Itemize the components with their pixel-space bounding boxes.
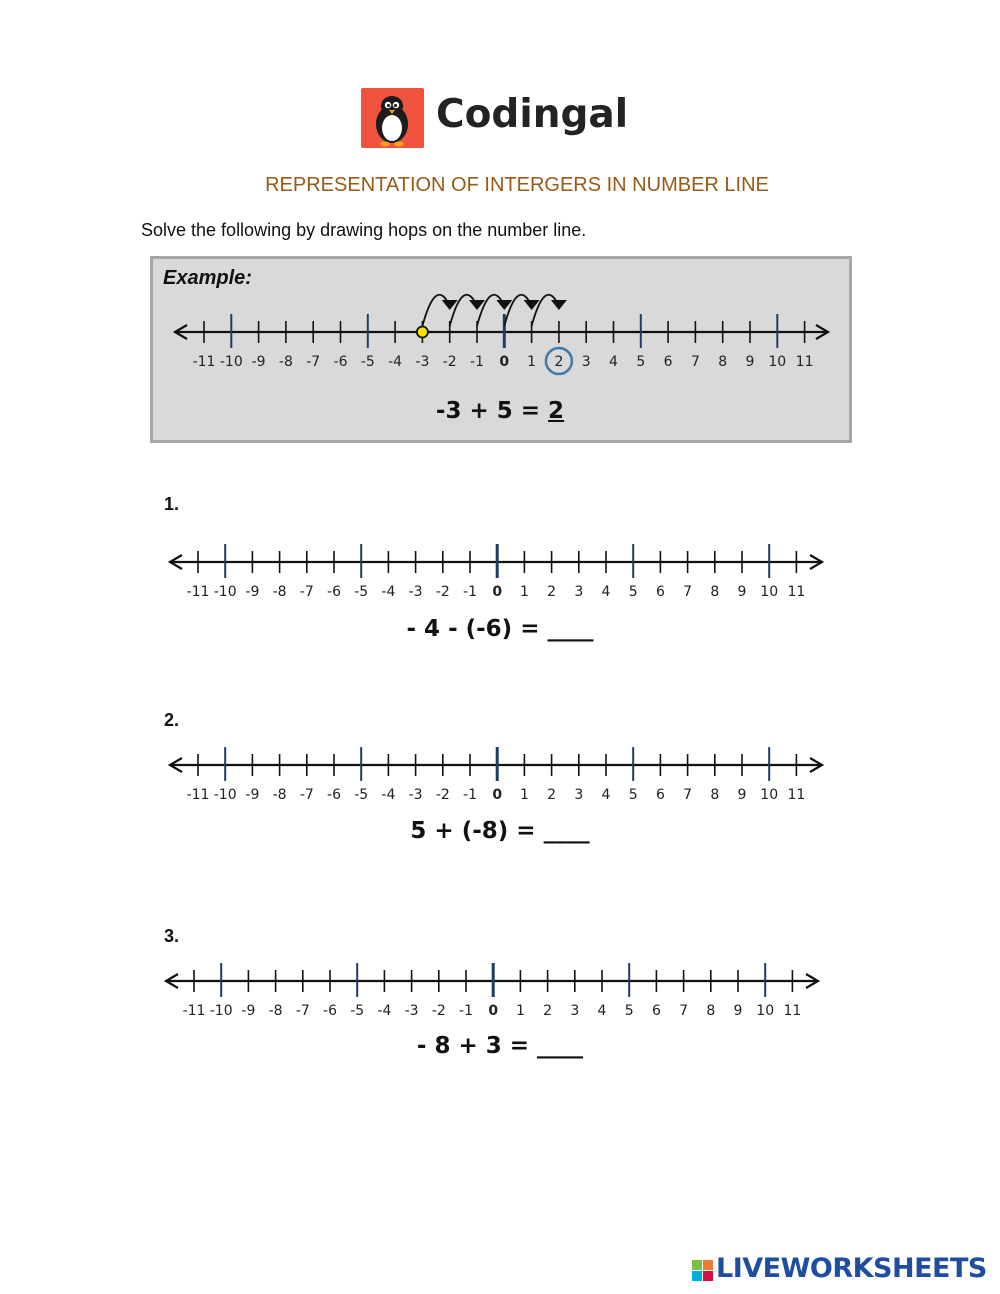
q3-tick-label: -4: [377, 1003, 392, 1019]
q2-tick-label: -1: [463, 787, 477, 803]
q1-tick-label: 11: [787, 584, 806, 600]
q3-tick-label: 7: [679, 1003, 689, 1019]
q2-tick-label: -2: [435, 787, 450, 803]
q3-tick-label: 8: [706, 1003, 716, 1019]
q2-tick-label: -9: [245, 787, 260, 803]
q3-tick-label: 11: [783, 1003, 802, 1019]
example-start-point: [417, 327, 428, 338]
example-hop-arc: [422, 295, 449, 326]
q1-tick-label: -8: [272, 584, 287, 600]
q3-tick-label: -5: [350, 1003, 365, 1019]
q3-tick-label: -3: [404, 1003, 419, 1019]
q3-tick-label: 3: [570, 1003, 580, 1019]
q2-tick-label: -5: [354, 787, 369, 803]
liveworksheets-footer: [692, 1252, 992, 1288]
question-2-number: 2.: [164, 710, 180, 730]
q2-tick-label: -4: [381, 787, 396, 803]
q1-tick-label: 6: [655, 584, 665, 600]
q1-tick-label: -2: [435, 584, 450, 600]
q1-tick-label: 8: [710, 584, 720, 600]
q1-tick-label: 2: [547, 584, 557, 600]
example-hop-arc: [504, 295, 531, 326]
question-3-number: 3.: [164, 926, 180, 946]
instruction-text: Solve the following by drawing hops on the number line.: [141, 220, 587, 240]
example-tick-label: 11: [795, 354, 814, 370]
example-tick-label: -11: [192, 354, 216, 370]
question-3-number-line[interactable]: [0, 938, 1000, 1028]
q1-tick-label: -5: [354, 584, 369, 600]
q3-tick-label: 5: [624, 1003, 634, 1019]
example-tick-label: -4: [388, 354, 403, 370]
q2-tick-label: 5: [628, 787, 638, 803]
q3-tick-label: -7: [295, 1003, 310, 1019]
q1-tick-label: 0: [492, 584, 503, 600]
example-hop-arc: [532, 295, 559, 326]
example-tick-label: 4: [609, 354, 618, 370]
q1-tick-label: -7: [299, 584, 314, 600]
q1-tick-label: -10: [213, 584, 237, 600]
example-hop-arrowhead: [551, 300, 567, 310]
liveworksheets-brand: LIVEWORKSHEETS: [716, 1253, 987, 1284]
example-tick-label: -7: [306, 354, 321, 370]
q2-tick-label: -11: [186, 787, 210, 803]
q2-tick-label: 6: [655, 787, 665, 803]
q3-tick-label: -9: [241, 1003, 256, 1019]
q3-tick-label: -2: [431, 1003, 446, 1019]
q1-tick-label: 4: [601, 584, 611, 600]
q1-tick-label: -3: [408, 584, 423, 600]
example-tick-label: 7: [690, 354, 700, 370]
example-tick-label: 10: [768, 354, 787, 370]
q1-tick-label: 5: [628, 584, 638, 600]
example-tick-label: 3: [581, 354, 591, 370]
example-tick-label: -6: [333, 354, 348, 370]
example-equation-left: -3 + 5 =: [435, 398, 549, 424]
q2-tick-label: 0: [492, 787, 503, 803]
q1-tick-label: -1: [463, 584, 477, 600]
q1-tick-label: 9: [737, 584, 747, 600]
q2-tick-label: 1: [519, 787, 529, 803]
example-equation-answer: 2: [548, 398, 565, 424]
question-1-number: 1.: [164, 494, 180, 514]
question-3-equation[interactable]: - 8 + 3 = ____: [416, 1033, 584, 1059]
brand-name: Codingal: [436, 92, 629, 137]
question-1-number-line[interactable]: [0, 520, 1000, 610]
q2-tick-label: -8: [272, 787, 287, 803]
q3-tick-label: 4: [597, 1003, 607, 1019]
example-tick-label: 9: [745, 354, 755, 370]
example-equation: [0, 398, 1000, 424]
q3-tick-label: 6: [651, 1003, 661, 1019]
q3-tick-label: 0: [488, 1003, 499, 1019]
q3-tick-label: -10: [209, 1003, 233, 1019]
example-tick-label: 5: [636, 354, 646, 370]
page-title: REPRESENTATION OF INTERGERS IN NUMBER LINE: [265, 174, 769, 196]
example-label: Example:: [163, 267, 252, 289]
example-hop-arc: [450, 295, 477, 326]
question-2-equation[interactable]: 5 + (-8) = ____: [410, 818, 590, 844]
q2-tick-label: 2: [547, 787, 557, 803]
example-tick-label: -2: [442, 354, 457, 370]
q2-tick-label: -7: [299, 787, 314, 803]
q2-tick-label: 11: [787, 787, 806, 803]
example-tick-label: -9: [251, 354, 266, 370]
q3-tick-label: -6: [323, 1003, 337, 1019]
example-tick-label: 2: [554, 354, 564, 370]
example-tick-label: 6: [663, 354, 673, 370]
example-tick-label: -10: [219, 354, 243, 370]
q1-tick-label: 7: [683, 584, 693, 600]
example-tick-label: -8: [278, 354, 293, 370]
q2-tick-label: 10: [760, 787, 779, 803]
q2-tick-label: 4: [601, 787, 611, 803]
q2-tick-label: -6: [327, 787, 341, 803]
example-tick-label: 0: [499, 354, 510, 370]
q1-tick-label: 10: [760, 584, 779, 600]
q2-tick-label: -10: [213, 787, 237, 803]
question-2-number-line[interactable]: [0, 722, 1000, 812]
example-number-line: [0, 0, 1000, 400]
example-tick-label: 8: [718, 354, 728, 370]
q1-tick-label: -4: [381, 584, 396, 600]
q1-tick-label: -6: [327, 584, 341, 600]
liveworksheets-logo-icon: [692, 1260, 714, 1282]
example-hop-arc: [477, 295, 504, 326]
q2-tick-label: 3: [574, 787, 584, 803]
q1-tick-label: 3: [574, 584, 584, 600]
q1-tick-label: 1: [519, 584, 529, 600]
q3-tick-label: 9: [733, 1003, 743, 1019]
q3-tick-label: -11: [182, 1003, 206, 1019]
example-tick-label: -1: [470, 354, 484, 370]
q3-tick-label: -8: [268, 1003, 283, 1019]
q3-tick-label: -1: [459, 1003, 473, 1019]
example-tick-label: -5: [360, 354, 375, 370]
example-tick-label: -3: [415, 354, 430, 370]
q1-tick-label: -11: [186, 584, 210, 600]
q3-tick-label: 2: [543, 1003, 553, 1019]
q3-tick-label: 10: [756, 1003, 775, 1019]
q1-tick-label: -9: [245, 584, 260, 600]
q3-tick-label: 1: [515, 1003, 525, 1019]
q2-tick-label: 9: [737, 787, 747, 803]
q2-tick-label: 7: [683, 787, 693, 803]
example-tick-label: 1: [527, 354, 537, 370]
q2-tick-label: 8: [710, 787, 720, 803]
q2-tick-label: -3: [408, 787, 423, 803]
question-1-equation[interactable]: - 4 - (-6) = ____: [406, 616, 594, 642]
